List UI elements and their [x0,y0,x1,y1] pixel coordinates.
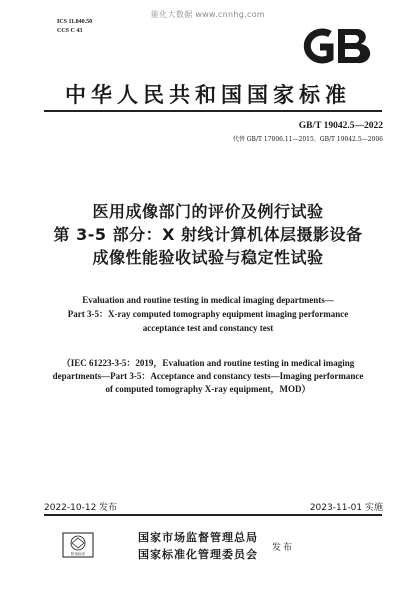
title-en-line-2: Part 3-5：X-ray computed tomography equipment imaging performance [67,309,349,319]
title-cn-line-3: 成像性能验收试验与稳定性试验 [92,248,324,267]
implement-date: 2023-11-01 实施 [309,503,383,513]
gb-logo-icon [298,26,374,66]
issuer-1: 国家市场监督管理总局 [138,531,258,544]
footer-rule [44,514,382,516]
replaces-note: 代替 GB/T 17006.11—2015、GB/T 19042.5—2006 [232,136,383,143]
issuer-2: 国家标准化管理委员会 [138,548,258,561]
issue-word: 发布 [272,543,295,553]
idt-line-1: （IEC 61223-3-5：2019，Evaluation and routine testing in medical imaging [61,358,355,368]
title-en-line-3: acceptance test and constancy test [142,323,274,333]
idt-line-3: of computed tomography X-ray equipment，MOD） [105,384,311,394]
classification-block [57,18,92,36]
anti-counterfeit-seal-icon [62,532,94,558]
title-en-line-1: Evaluation and routine testing in medical imaging departments— [82,295,334,305]
idt-line-2: departments—Part 3-5：Acceptance and constancy tests—Imaging performance [52,371,364,381]
standard-code: GB/T 19042.5—2022 [298,121,383,131]
issue-date: 2022-10-12 发布 [44,503,118,513]
header-rule [44,110,382,112]
standard-type-title: 中华人民共和国国家标准 [65,83,351,107]
ccs-code: CCS C 43 [57,28,83,34]
seal-caption: 防伪标识 [70,552,86,556]
title-cn-line-2: 第 3-5 部分：X 射线计算机体层摄影设备 [53,225,363,244]
watermark-text: 能化大数据 www.cnnhg.com [151,10,265,19]
ics-code: ICS 11.040.50 [57,19,93,25]
title-cn-line-1: 医用成像部门的评价及例行试验 [92,202,324,221]
